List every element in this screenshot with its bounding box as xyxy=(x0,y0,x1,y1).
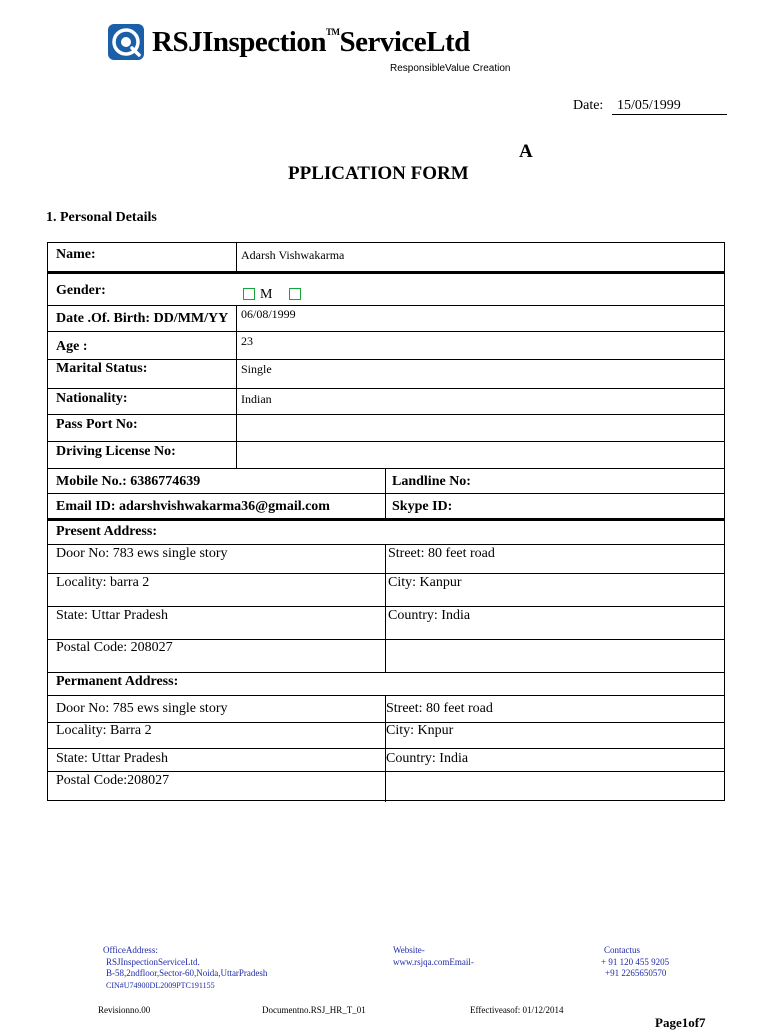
permanent-state: State: Uttar Pradesh xyxy=(56,751,168,766)
driving-license-label: Driving License No: xyxy=(56,444,176,459)
passport-label: Pass Port No: xyxy=(56,417,138,432)
marital-status-value: Single xyxy=(241,362,272,376)
section-title: 1. Personal Details xyxy=(46,210,157,225)
permanent-door: Door No: 785 ews single story xyxy=(56,701,228,716)
website-label: Website- xyxy=(393,945,425,955)
nationality-label: Nationality: xyxy=(56,391,128,406)
contact-label: Contactus xyxy=(604,945,640,955)
marital-status-label: Marital Status: xyxy=(56,361,148,376)
date-value: 15/05/1999 xyxy=(612,98,727,115)
website-link[interactable]: www.rsjqa.comEmail- xyxy=(393,957,474,967)
contact-phone-1: + 91 120 455 9205 xyxy=(601,957,670,967)
present-postal-code: Postal Code: 208027 xyxy=(56,640,173,655)
form-title-initial: A xyxy=(519,141,533,162)
permanent-city: City: Knpur xyxy=(386,723,454,738)
contact-phone-2: +91 2265650570 xyxy=(605,968,667,978)
company-tagline: ResponsibleValue Creation xyxy=(390,63,511,74)
present-street: Street: 80 feet road xyxy=(388,546,495,561)
dob-label: Date .Of. Birth: DD/MM/YY xyxy=(56,311,229,326)
office-address-line2: B-58,2ndfloor,Sector-60,Noida,UttarPradesh xyxy=(106,968,268,978)
dob-value: 06/08/1999 xyxy=(241,307,296,321)
age-label: Age : xyxy=(56,339,88,354)
company-name: RSJInspection™ServiceLtd xyxy=(152,26,470,58)
company-cin: CIN#U74900DL2009PTC191155 xyxy=(106,981,215,990)
date-label: Date: xyxy=(573,98,604,113)
company-logo xyxy=(106,22,146,62)
gender-female-checkbox[interactable] xyxy=(289,288,301,300)
name-label: Name: xyxy=(56,247,96,262)
form-title: PPLICATION FORM xyxy=(288,163,469,184)
age-value: 23 xyxy=(241,334,253,348)
email-id: Email ID: adarshvishwakarma36@gmail.com xyxy=(56,499,330,514)
present-door: Door No: 783 ews single story xyxy=(56,546,228,561)
gender-male-checkbox[interactable] xyxy=(243,288,255,300)
revision-number: Revisionno.00 xyxy=(98,1005,151,1015)
gender-male-label: M xyxy=(260,287,273,302)
effective-date: Effectiveasof: 01/12/2014 xyxy=(470,1005,564,1015)
office-address-line1: RSJInspectionServiceLtd. xyxy=(106,957,200,967)
permanent-country: Country: India xyxy=(386,751,469,766)
present-locality: Locality: barra 2 xyxy=(56,575,150,590)
office-address-label: OfficeAddress: xyxy=(103,945,158,955)
permanent-street: Street: 80 feet road xyxy=(386,701,493,716)
present-state: State: Uttar Pradesh xyxy=(56,608,168,623)
gender-label: Gender: xyxy=(56,283,106,298)
nationality-value: Indian xyxy=(241,392,272,406)
skype-label: Skype ID: xyxy=(392,499,453,514)
present-address-heading: Present Address: xyxy=(56,524,157,539)
landline-label: Landline No: xyxy=(392,474,471,489)
present-city: City: Kanpur xyxy=(388,575,462,590)
mobile-number: Mobile No.: 6386774639 xyxy=(56,474,201,489)
permanent-postal-code: Postal Code:208027 xyxy=(56,773,170,788)
name-value: Adarsh Vishwakarma xyxy=(241,248,345,262)
permanent-address-heading: Permanent Address: xyxy=(56,674,179,689)
document-number: Documentno.RSJ_HR_T_01 xyxy=(262,1005,366,1015)
page-number: Page1of7 xyxy=(655,1015,706,1030)
permanent-locality: Locality: Barra 2 xyxy=(56,723,152,738)
personal-details-form xyxy=(47,242,725,801)
present-country: Country: India xyxy=(388,608,471,623)
